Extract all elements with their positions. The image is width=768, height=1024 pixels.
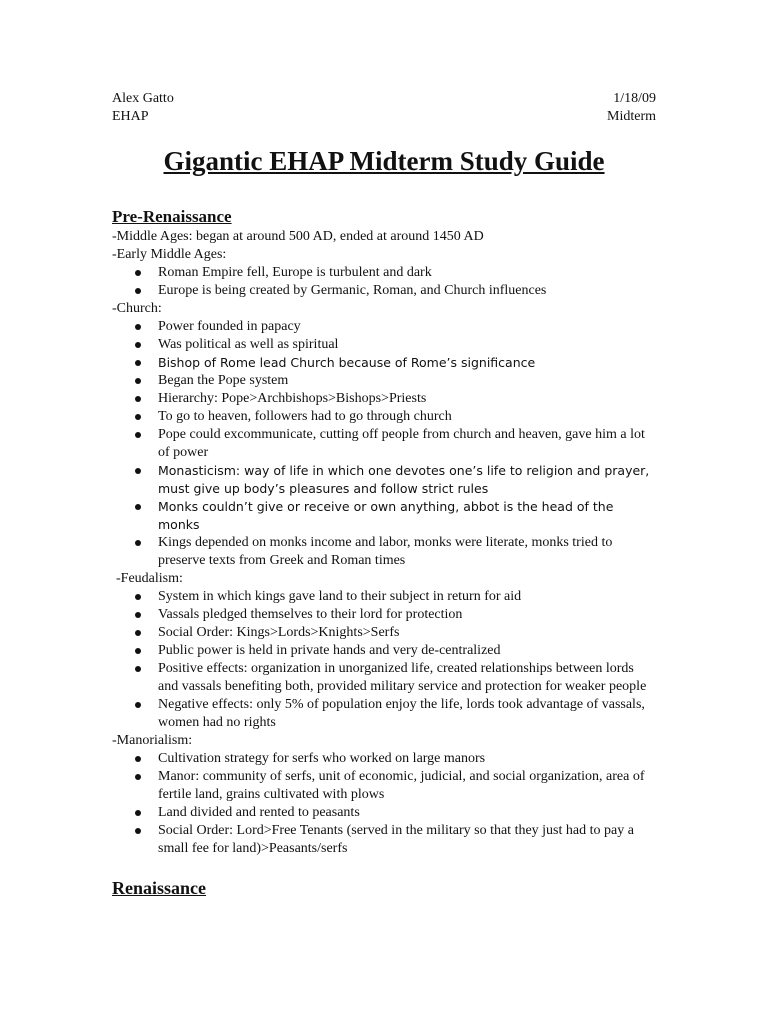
list-item: Land divided and rented to peasants <box>112 804 657 822</box>
feudalism-label: -Feudalism: <box>116 571 183 586</box>
list-item: Negative effects: only 5% of population enjoy the life, lords took advantage of vassals, women had no rights <box>112 696 657 732</box>
church-label: -Church: <box>112 301 162 316</box>
early-middle-ages-label: -Early Middle Ages: <box>112 247 227 262</box>
author-name: Alex Gatto <box>112 91 174 106</box>
manorialism-list <box>112 750 657 858</box>
early-middle-ages-list <box>112 264 657 300</box>
section-heading-pre-renaissance: Pre-Renaissance <box>112 207 232 226</box>
list-item: Positive effects: organization in unorganized life, created relationships between lords and vassals benefiting both, provided military service and protection for weaker people <box>112 660 657 696</box>
list-item: Europe is being created by Germanic, Roman, and Church influences <box>112 282 657 300</box>
middle-ages-line: -Middle Ages: began at around 500 AD, ended at around 1450 AD <box>112 229 484 244</box>
list-item: Pope could excommunicate, cutting off people from church and heaven, gave him a lot of power <box>112 426 657 462</box>
list-item: Manor: community of serfs, unit of economic, judicial, and social organization, area of fertile land, grains cultivated with plows <box>112 768 657 804</box>
list-item: Was political as well as spiritual <box>112 336 657 354</box>
list-item: Public power is held in private hands and very de-centralized <box>112 642 657 660</box>
list-item: Hierarchy: Pope>Archbishops>Bishops>Priests <box>112 390 657 408</box>
document-type: Midterm <box>607 109 656 124</box>
church-list <box>112 318 657 570</box>
list-item: Vassals pledged themselves to their lord for protection <box>112 606 657 624</box>
list-item: System in which kings gave land to their subject in return for aid <box>112 588 657 606</box>
list-item: Roman Empire fell, Europe is turbulent and dark <box>112 264 657 282</box>
course-name: EHAP <box>112 109 149 124</box>
manorialism-label: -Manorialism: <box>112 733 193 748</box>
list-item: Social Order: Kings>Lords>Knights>Serfs <box>112 624 657 642</box>
list-item: Monks couldn’t give or receive or own anything, abbot is the head of the monks <box>112 498 657 534</box>
list-item: Bishop of Rome lead Church because of Rome’s significance <box>112 354 657 372</box>
document-header <box>112 90 656 126</box>
list-item: To go to heaven, followers had to go through church <box>112 408 657 426</box>
list-item: Kings depended on monks income and labor, monks were literate, monks tried to preserve texts from Greek and Roman times <box>112 534 657 570</box>
list-item: Monasticism: way of life in which one devotes one’s life to religion and prayer, must give up body’s pleasures and follow strict rules <box>112 462 657 498</box>
list-item: Power founded in papacy <box>112 318 657 336</box>
list-item: Social Order: Lord>Free Tenants (served in the military so that they just had to pay a small fee for land)>Peasants/serfs <box>112 822 657 858</box>
list-item: Began the Pope system <box>112 372 657 390</box>
document-date: 1/18/09 <box>613 91 656 106</box>
list-item: Cultivation strategy for serfs who worked on large manors <box>112 750 657 768</box>
section-heading-renaissance: Renaissance <box>112 878 206 898</box>
page-title: Gigantic EHAP Midterm Study Guide <box>163 146 605 176</box>
study-guide-content <box>112 206 657 900</box>
feudalism-list <box>112 588 657 732</box>
